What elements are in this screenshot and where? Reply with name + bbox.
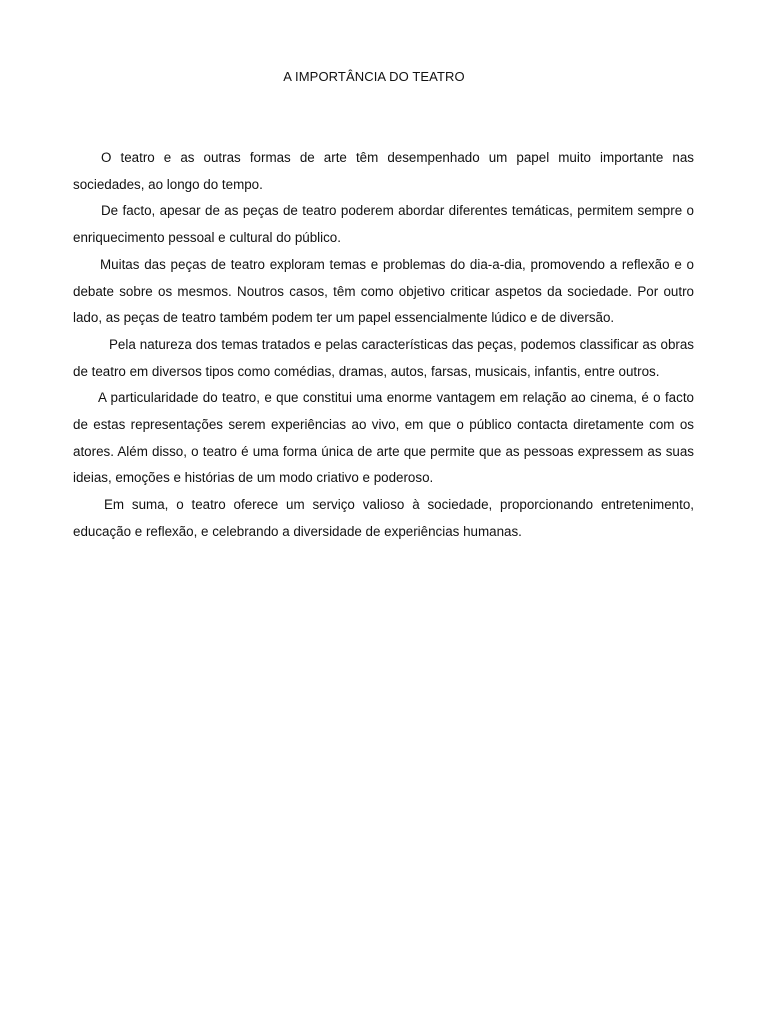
document-body (73, 145, 694, 546)
paragraph-4: Pela natureza dos temas tratados e pelas características das peças, podemos classificar as obras de teatro em diversos tipos como comédias, dramas, autos, farsas, musicais, infantis, entre outros. (73, 336, 694, 379)
document-title: A IMPORTÂNCIA DO TEATRO (283, 69, 465, 84)
paragraph-5: A particularidade do teatro, e que constitui uma enorme vantagem em relação ao cinema, é o facto de estas representações serem experiências ao vivo, em que o público contacta diretamente com os atores. Além disso, o teatro é uma forma única de arte que permite que as pessoas expressem as suas ideias, emoções e histórias de um modo criativo e poderoso. (73, 390, 694, 486)
paragraph-3: Muitas das peças de teatro exploram temas e problemas do dia-a-dia, promovendo a reflexão e o debate sobre os mesmos. Noutros casos, têm como objetivo criticar aspetos da sociedade. Por outro lado, as peças de teatro também podem ter um papel essencialmente lúdico e de diversão. (73, 256, 694, 326)
paragraph-1: O teatro e as outras formas de arte têm desempenhado um papel muito importante nas sociedades, ao longo do tempo. (73, 150, 694, 192)
paragraph-2: De facto, apesar de as peças de teatro poderem abordar diferentes temáticas, permitem sempre o enriquecimento pessoal e cultural do público. (73, 203, 694, 246)
paragraph-6: Em suma, o teatro oferece um serviço valioso à sociedade, proporcionando entretenimento, educação e reflexão, e celebrando a diversidade de experiências humanas. (73, 497, 694, 539)
